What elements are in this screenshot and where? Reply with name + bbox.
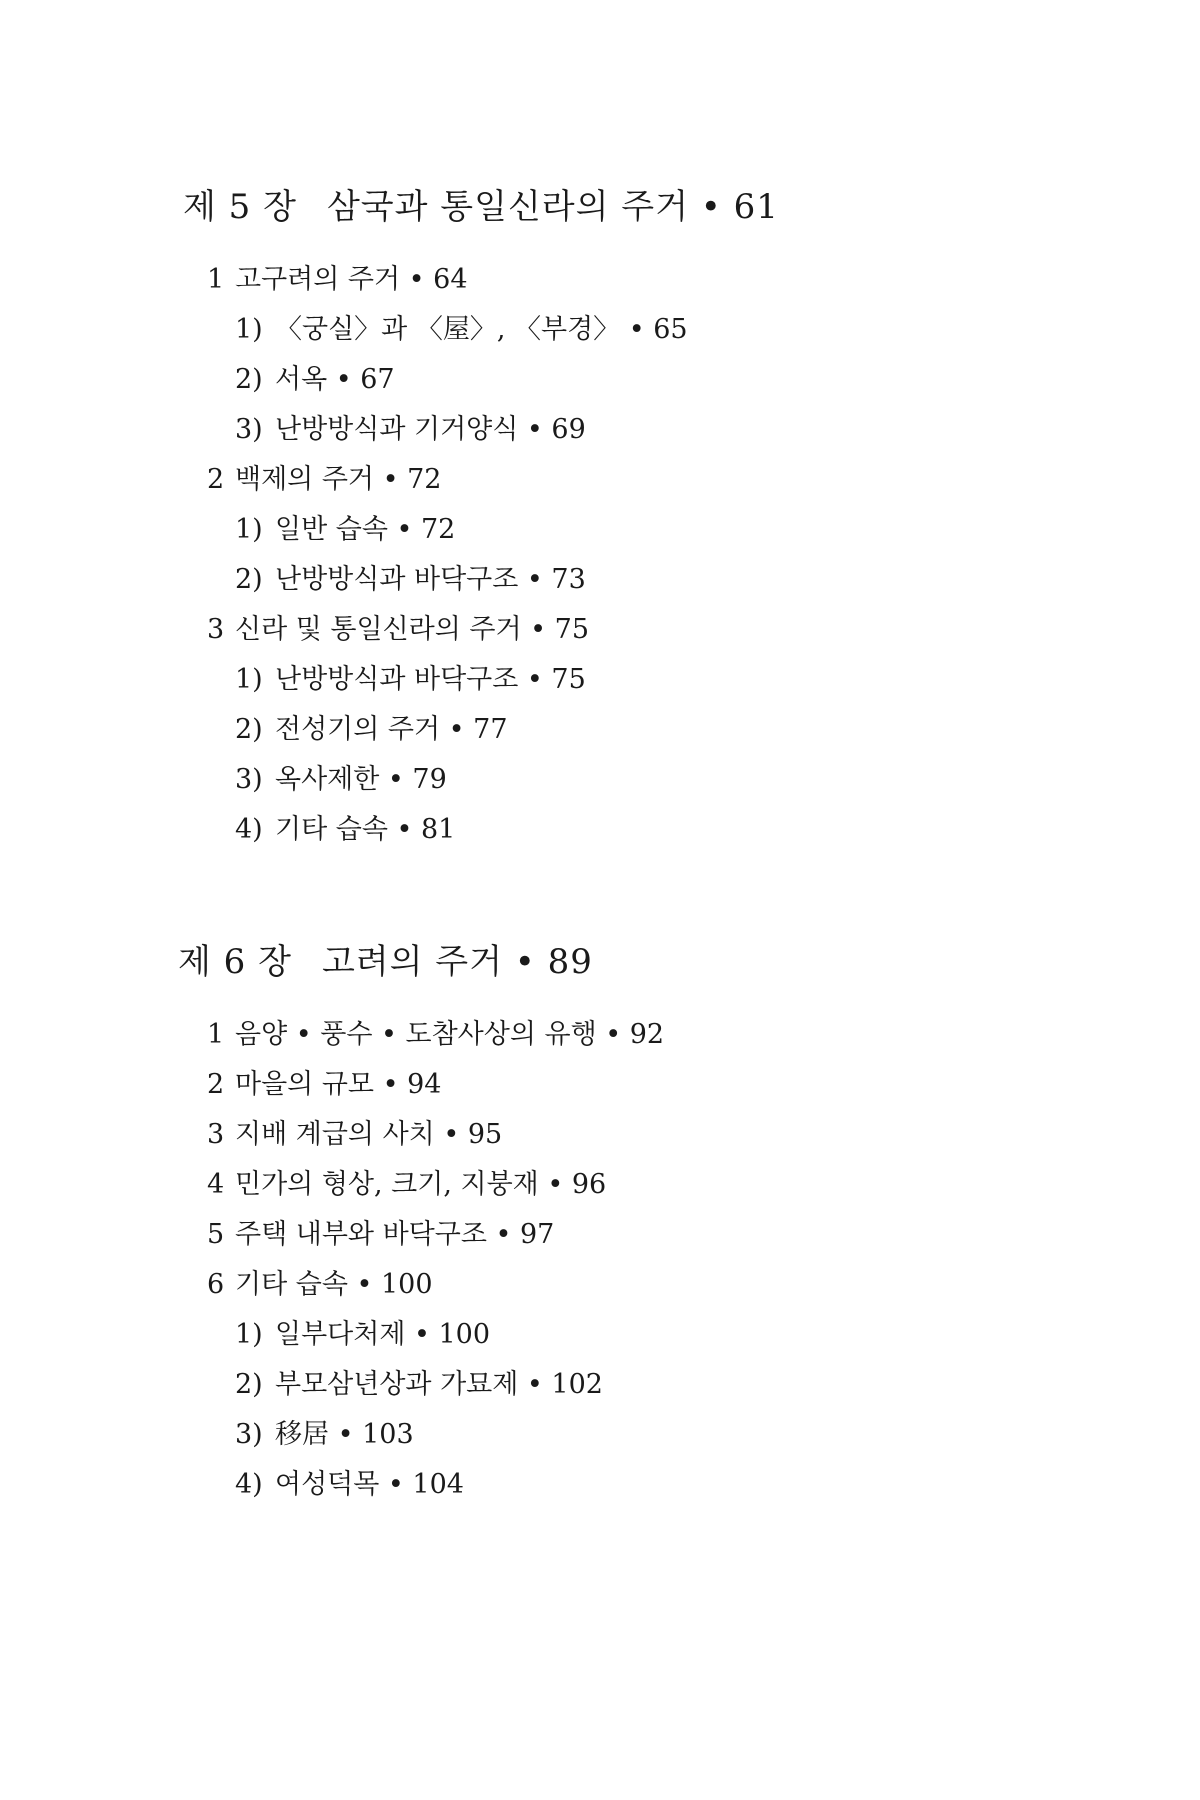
entry-number: 3 <box>207 1119 225 1150</box>
entry-text: 고구려의 주거 • 64 <box>235 264 468 295</box>
toc-entry <box>207 466 441 493</box>
entry-text: 난방방식과 바닥구조 • 75 <box>275 664 586 695</box>
entry-text: 마을의 규모 • 94 <box>235 1069 442 1100</box>
toc-subentry <box>235 566 586 593</box>
entry-text: 부모삼년상과 가묘제 • 102 <box>275 1369 603 1400</box>
toc-subentry <box>235 1371 603 1398</box>
toc-subentry <box>235 816 455 843</box>
entry-text: 기타 습속 • 100 <box>235 1269 433 1300</box>
toc-entry <box>207 1071 441 1098</box>
entry-number: 5 <box>207 1219 225 1250</box>
chapter-heading <box>178 942 593 982</box>
entry-text: 음양 • 풍수 • 도참사상의 유행 • 92 <box>235 1019 665 1050</box>
toc-entry <box>207 616 589 643</box>
entry-text: 지배 계급의 사치 • 95 <box>235 1119 503 1150</box>
toc-subentry <box>235 666 586 693</box>
chapter-title: 고려의 주거 • 89 <box>321 942 593 982</box>
entry-text: 주택 내부와 바닥구조 • 97 <box>235 1219 555 1250</box>
entry-text: 移居 • 103 <box>275 1419 414 1450</box>
toc-subentry <box>235 716 508 743</box>
entry-text: 옥사제한 • 79 <box>275 764 447 795</box>
entry-number: 2) <box>235 1369 263 1400</box>
entry-number: 1) <box>235 1319 263 1350</box>
entry-number: 4 <box>207 1169 225 1200</box>
chapter-label: 제 5 장 <box>183 187 297 227</box>
entry-number: 2 <box>207 1069 225 1100</box>
toc-entry <box>207 1121 502 1148</box>
toc-subentry <box>235 766 447 793</box>
entry-number: 1) <box>235 664 263 695</box>
entry-number: 2) <box>235 564 263 595</box>
entry-text: 난방방식과 기거양식 • 69 <box>275 414 586 445</box>
entry-number: 4) <box>235 1469 263 1500</box>
toc-subentry <box>235 1321 490 1348</box>
entry-number: 2 <box>207 464 225 495</box>
entry-text: 전성기의 주거 • 77 <box>275 714 508 745</box>
entry-text: 일부다처제 • 100 <box>275 1319 491 1350</box>
entry-number: 6 <box>207 1269 225 1300</box>
toc-entry <box>207 1021 664 1048</box>
entry-number: 4) <box>235 814 263 845</box>
entry-number: 1) <box>235 314 263 345</box>
toc-entry <box>207 266 468 293</box>
entry-text: 신라 및 통일신라의 주거 • 75 <box>235 614 590 645</box>
entry-number: 2) <box>235 364 263 395</box>
toc-subentry <box>235 416 586 443</box>
entry-number: 3 <box>207 614 225 645</box>
entry-text: 난방방식과 바닥구조 • 73 <box>275 564 586 595</box>
chapter-label: 제 6 장 <box>178 942 292 982</box>
toc-subentry <box>235 366 395 393</box>
entry-text: 민가의 형상, 크기, 지붕재 • 96 <box>235 1169 607 1200</box>
entry-text: 백제의 주거 • 72 <box>235 464 442 495</box>
toc-entry <box>207 1271 433 1298</box>
entry-number: 3) <box>235 414 263 445</box>
toc-subentry <box>235 1421 414 1448</box>
entry-number: 3) <box>235 1419 263 1450</box>
toc-entry <box>207 1171 606 1198</box>
chapter-heading <box>183 187 779 227</box>
entry-number: 3) <box>235 764 263 795</box>
toc-entry <box>207 1221 554 1248</box>
toc-subentry <box>235 516 455 543</box>
entry-text: 기타 습속 • 81 <box>275 814 456 845</box>
entry-number: 1 <box>207 1019 225 1050</box>
toc-subentry <box>235 316 688 343</box>
entry-text: 〈궁실〉과 〈屋〉, 〈부경〉 • 65 <box>275 314 688 345</box>
toc-subentry <box>235 1471 464 1498</box>
entry-number: 2) <box>235 714 263 745</box>
chapter-title: 삼국과 통일신라의 주거 • 61 <box>326 187 779 227</box>
entry-text: 여성덕목 • 104 <box>275 1469 464 1500</box>
entry-text: 일반 습속 • 72 <box>275 514 456 545</box>
entry-number: 1) <box>235 514 263 545</box>
entry-number: 1 <box>207 264 225 295</box>
entry-text: 서옥 • 67 <box>275 364 395 395</box>
